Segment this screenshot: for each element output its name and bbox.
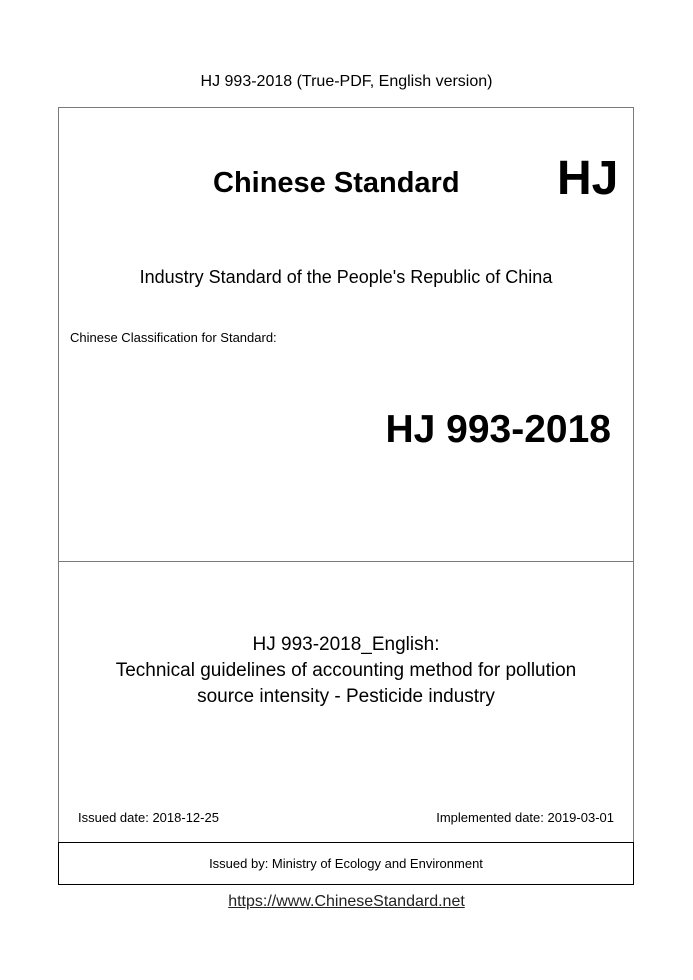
standard-mark: HJ [557,152,619,205]
issuer-box: Issued by: Ministry of Ecology and Environment [58,842,634,885]
issued-date: Issued date: 2018-12-25 [78,810,219,825]
document-title-line-1: HJ 993-2018_English: [252,634,440,655]
footer [0,892,693,912]
classification-label: Chinese Classification for Standard: [70,330,277,345]
standard-title: Chinese Standard [213,167,460,199]
document-title-line-2: Technical guidelines of accounting method for pollution [115,660,577,681]
industry-standard-line: Industry Standard of the People's Republic of China [139,267,553,287]
implemented-date: Implemented date: 2019-03-01 [436,810,614,825]
document-title [59,632,633,710]
cover-lower-section [59,562,633,840]
document-title-line-3: source intensity - Pesticide industry [197,686,495,707]
cover-frame [58,107,634,885]
cover-upper-section [59,108,633,562]
standard-number: HJ 993-2018 [385,408,611,451]
website-link[interactable]: https://www.ChineseStandard.net [228,893,465,910]
document-header: HJ 993-2018 (True-PDF, English version) [200,73,493,90]
